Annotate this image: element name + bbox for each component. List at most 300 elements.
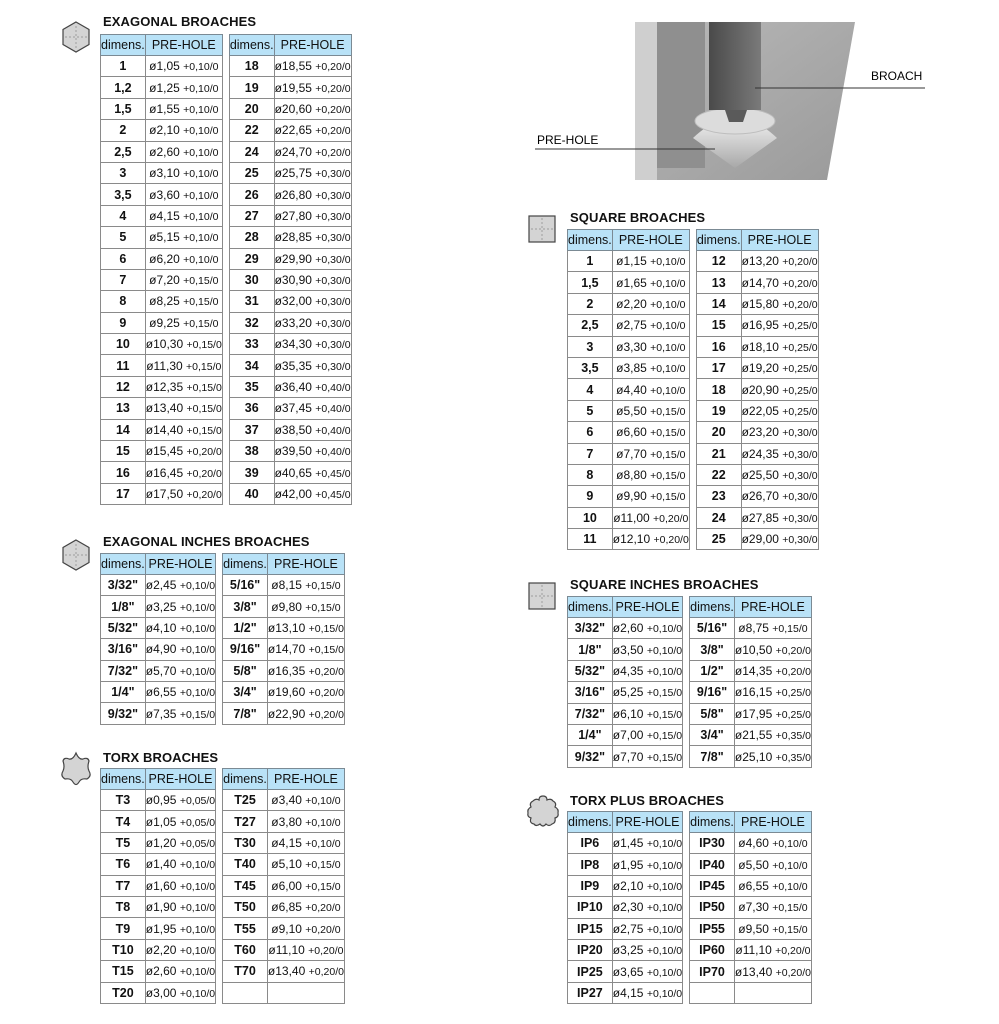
- dimension-cell: 1: [568, 251, 613, 272]
- prehole-tolerance: +0,10/0: [305, 816, 341, 829]
- table-row: [696, 293, 818, 314]
- prehole-diameter: ø7,35: [145, 706, 177, 721]
- prehole-diameter: ø4,40: [616, 382, 647, 397]
- table-row: [568, 703, 683, 724]
- table-row: [223, 811, 345, 832]
- prehole-diameter: ø42,00: [274, 487, 312, 501]
- prehole-tolerance: +0,10/0: [179, 580, 216, 593]
- prehole-tolerance: +0,10/0: [772, 859, 808, 872]
- prehole-tolerance: +0,10/0: [179, 687, 216, 700]
- table-row: [101, 875, 216, 896]
- prehole-diameter: ø25,10: [734, 749, 773, 764]
- prehole-diameter: ø13,10: [267, 620, 306, 635]
- dimension-cell: IP6: [568, 833, 613, 854]
- prehole-cell: [741, 422, 818, 443]
- column-header-prehole: PRE-HOLE: [145, 554, 215, 575]
- prehole-tolerance: +0,15/0: [650, 491, 686, 504]
- prehole-tolerance: +0,20/0: [308, 966, 344, 979]
- prehole-cell: [734, 703, 811, 724]
- prehole-cell: [145, 854, 215, 875]
- dimension-cell: 34: [229, 355, 274, 376]
- column-header-dimens: dimens.: [696, 230, 741, 251]
- prehole-cell: [145, 248, 222, 269]
- prehole-cell: [267, 918, 344, 939]
- prehole-diameter: ø11,00: [613, 510, 650, 525]
- prehole-tolerance: +0,20/0: [308, 708, 344, 721]
- prehole-tolerance: +0,10/0: [183, 168, 219, 181]
- prehole-diameter: ø2,60: [149, 144, 180, 159]
- prehole-cell: [145, 56, 222, 77]
- prehole-cell: [267, 790, 344, 811]
- prehole-cell: [145, 141, 222, 162]
- dimension-cell: 7: [568, 443, 613, 464]
- dimension-cell: 10: [101, 334, 146, 355]
- prehole-tolerance: +0,20/0: [315, 61, 351, 74]
- prehole-tolerance: +0,10/0: [772, 880, 808, 893]
- prehole-tolerance: +0,10/0: [183, 61, 219, 74]
- prehole-tolerance: +0,25/0: [775, 687, 811, 700]
- dimension-cell: 3/8": [223, 596, 268, 617]
- prehole-cell: [145, 441, 222, 462]
- table-row: [568, 875, 683, 896]
- dimension-cell: 3/16": [101, 639, 146, 660]
- prehole-diameter: ø5,70: [145, 663, 177, 678]
- prehole-tolerance: +0,10/0: [646, 880, 683, 893]
- table-row: [568, 682, 683, 703]
- table-row: [101, 98, 223, 119]
- dimension-cell: 18: [696, 379, 741, 400]
- prehole-cell: [274, 483, 351, 504]
- table-row: [568, 336, 690, 357]
- table-row: [101, 575, 216, 596]
- dimension-cell: IP20: [568, 939, 613, 960]
- prehole-cell: [267, 811, 344, 832]
- table-row: [101, 162, 223, 183]
- table-row: [568, 486, 690, 507]
- dimension-cell: 9: [568, 486, 613, 507]
- table-row: [690, 703, 812, 724]
- prehole-diameter: ø21,55: [734, 728, 773, 743]
- dimension-cell: 17: [101, 483, 146, 504]
- broach-table-left: [567, 811, 683, 1004]
- prehole-cell: [612, 336, 689, 357]
- column-header-prehole: PRE-HOLE: [612, 812, 682, 833]
- prehole-cell: [274, 77, 351, 98]
- table-row: [696, 315, 818, 336]
- prehole-diameter: ø5,50: [738, 857, 769, 872]
- prehole-tolerance: +0,10/0: [646, 623, 683, 636]
- prehole-tolerance: +0,15/0: [772, 902, 808, 915]
- prehole-cell: [612, 875, 682, 896]
- dimension-cell: 37: [229, 419, 274, 440]
- dimension-cell: 16: [696, 336, 741, 357]
- column-header-prehole: PRE-HOLE: [267, 769, 344, 790]
- dimension-cell: 2: [101, 120, 146, 141]
- table-row: [101, 483, 223, 504]
- dimension-cell: IP10: [568, 897, 613, 918]
- prehole-cell: [612, 464, 689, 485]
- dimension-cell: 5/8": [223, 660, 268, 681]
- table-row: [568, 618, 683, 639]
- table-row: [696, 507, 818, 528]
- table-row: [568, 854, 683, 875]
- prehole-tolerance: +0,10/0: [650, 256, 686, 269]
- dimension-cell: IP15: [568, 918, 613, 939]
- prehole-tolerance: +0,30/0: [782, 512, 818, 525]
- table-row: [568, 939, 683, 960]
- prehole-diameter: ø4,90: [145, 642, 177, 657]
- prehole-diameter: ø2,45: [145, 578, 177, 593]
- table-row: [568, 357, 690, 378]
- prehole-diameter: ø26,70: [741, 489, 779, 504]
- column-header-dimens: dimens.: [229, 35, 274, 56]
- prehole-diameter: ø3,80: [271, 814, 302, 829]
- table-row: [229, 120, 351, 141]
- table-row: [223, 854, 345, 875]
- prehole-tolerance: +0,10/0: [646, 987, 683, 1000]
- prehole-tolerance: +0,25/0: [782, 320, 818, 333]
- table-row: [690, 897, 812, 918]
- prehole-cell: [274, 227, 351, 248]
- table-row: [696, 379, 818, 400]
- prehole-cell: [145, 896, 215, 917]
- prehole-cell: [267, 575, 344, 596]
- prehole-diameter: ø2,10: [149, 123, 180, 138]
- dimension-cell: 3/4": [690, 724, 735, 745]
- prehole-diameter: ø5,25: [612, 685, 644, 700]
- table-row: [690, 682, 812, 703]
- prehole-diameter: ø1,05: [149, 59, 180, 74]
- prehole-diameter: ø6,00: [271, 878, 302, 893]
- prehole-diameter: ø5,10: [271, 857, 302, 872]
- table-row: [690, 833, 812, 854]
- prehole-cell: [612, 682, 682, 703]
- prehole-cell: [145, 596, 215, 617]
- prehole-diameter: ø13,20: [741, 254, 779, 269]
- prehole-cell: [612, 400, 689, 421]
- table-row: [696, 336, 818, 357]
- prehole-cell: [741, 379, 818, 400]
- prehole-cell: [145, 227, 222, 248]
- prehole-cell: [145, 77, 222, 98]
- table-row: [690, 939, 812, 960]
- prehole-cell: [145, 334, 222, 355]
- prehole-diameter: ø9,80: [271, 599, 302, 614]
- prehole-tolerance: +0,10/0: [646, 644, 683, 657]
- dimension-cell: 3/32": [101, 575, 146, 596]
- prehole-tolerance: +0,10/0: [183, 210, 219, 223]
- prehole-tolerance: +0,15/0: [646, 708, 683, 721]
- table-row: [101, 184, 223, 205]
- prehole-cell: [267, 961, 344, 982]
- table-row: [229, 184, 351, 205]
- table-row: [229, 355, 351, 376]
- prehole-tolerance: +0,05/0: [179, 816, 216, 829]
- table-row: [690, 746, 812, 767]
- dimension-cell: IP40: [690, 854, 735, 875]
- prehole-cell: [274, 462, 351, 483]
- table-row: [223, 982, 345, 1003]
- prehole-diameter: ø16,95: [741, 318, 779, 333]
- column-header-dimens: dimens.: [101, 35, 146, 56]
- prehole-diameter: ø10,50: [734, 642, 773, 657]
- prehole-cell: [741, 251, 818, 272]
- dimension-cell: 7/8": [690, 746, 735, 767]
- dimension-cell: 4: [568, 379, 613, 400]
- prehole-diameter: ø14,35: [734, 663, 773, 678]
- prehole-cell: [612, 486, 689, 507]
- prehole-diameter: ø9,90: [616, 489, 647, 504]
- section-title: EXAGONAL INCHES BROACHES: [103, 534, 310, 549]
- table-row: [223, 918, 345, 939]
- dimension-cell: 3: [101, 162, 146, 183]
- prehole-diameter: ø6,60: [616, 425, 647, 440]
- prehole-tolerance: +0,30/0: [782, 534, 818, 547]
- prehole-diameter: ø6,85: [271, 900, 302, 915]
- dimension-cell: 2,5: [101, 141, 146, 162]
- prehole-cell: [267, 681, 344, 702]
- table-row: [223, 660, 345, 681]
- table-row: [690, 724, 812, 745]
- prehole-cell: [612, 379, 689, 400]
- prehole-diameter: ø6,10: [612, 706, 644, 721]
- prehole-tolerance: +0,30/0: [782, 491, 818, 504]
- column-header-dimens: dimens.: [690, 597, 735, 618]
- prehole-tolerance: +0,20/0: [775, 644, 811, 657]
- dimension-cell: 12: [696, 251, 741, 272]
- prehole-cell: [267, 854, 344, 875]
- dimension-cell: IP27: [568, 982, 613, 1003]
- prehole-tolerance: +0,20/0: [782, 256, 818, 269]
- prehole-diameter: ø13,40: [145, 401, 184, 416]
- table-row: [223, 790, 345, 811]
- dimension-cell: T8: [101, 896, 146, 917]
- prehole-cell: [734, 660, 811, 681]
- prehole-cell: [145, 120, 222, 141]
- prehole-diameter: ø22,90: [267, 706, 306, 721]
- dimension-cell: 5/8": [690, 703, 735, 724]
- table-row: [568, 746, 683, 767]
- prehole-tolerance: +0,20/0: [186, 467, 222, 480]
- prehole-tolerance: +0,30/0: [315, 253, 351, 266]
- table-row: [101, 248, 223, 269]
- dimension-cell: 3,5: [568, 357, 613, 378]
- dimension-cell: 5: [568, 400, 613, 421]
- prehole-diameter: ø3,25: [612, 943, 644, 958]
- table-row: [223, 681, 345, 702]
- prehole-diameter: ø29,00: [741, 532, 779, 547]
- table-row: [101, 660, 216, 681]
- prehole-tolerance: +0,15/0: [186, 339, 222, 352]
- prehole-cell: [267, 832, 344, 853]
- prehole-diameter: ø6,20: [149, 251, 180, 266]
- table-row: [568, 464, 690, 485]
- column-header-prehole: PRE-HOLE: [145, 769, 215, 790]
- table-row: [223, 961, 345, 982]
- prehole-tolerance: +0,30/0: [782, 470, 818, 483]
- dimension-cell: 15: [696, 315, 741, 336]
- column-header-dimens: dimens.: [101, 769, 146, 790]
- prehole-cell: [612, 703, 682, 724]
- dimension-cell: 7/32": [101, 660, 146, 681]
- prehole-cell: [734, 875, 811, 896]
- dimension-cell: T70: [223, 961, 268, 982]
- dimension-cell: 1,5: [568, 272, 613, 293]
- prehole-diameter: ø4,10: [145, 620, 177, 635]
- prehole-tolerance: +0,40/0: [315, 403, 351, 416]
- prehole-diameter: ø12,10: [612, 532, 651, 547]
- prehole-cell: [274, 376, 351, 397]
- prehole-cell: [145, 660, 215, 681]
- hexagon-icon: [60, 538, 92, 577]
- prehole-diameter: ø3,40: [271, 793, 302, 808]
- prehole-tolerance: +0,25/0: [782, 384, 818, 397]
- prehole-tolerance: +0,10/0: [183, 189, 219, 202]
- table-row: [101, 227, 223, 248]
- prehole-tolerance: +0,10/0: [646, 859, 683, 872]
- prehole-diameter: ø16,45: [145, 465, 184, 480]
- table-row: [568, 724, 683, 745]
- prehole-diameter: ø38,50: [274, 422, 312, 437]
- dimension-cell: [223, 982, 268, 1003]
- prehole-cell: [145, 269, 222, 290]
- table-row: [229, 269, 351, 290]
- prehole-diameter: ø22,65: [274, 123, 312, 138]
- broach-table-left: [100, 34, 223, 505]
- dimension-cell: 24: [696, 507, 741, 528]
- prehole-cell: [145, 875, 215, 896]
- dimension-cell: 19: [229, 77, 274, 98]
- prehole-cell: [145, 98, 222, 119]
- dimension-cell: 3/16": [568, 682, 613, 703]
- broach-diagram: [535, 18, 935, 188]
- prehole-tolerance: +0,10/0: [646, 945, 683, 958]
- prehole-cell: [741, 272, 818, 293]
- dimension-cell: 7/32": [568, 703, 613, 724]
- prehole-diameter: ø5,50: [616, 403, 647, 418]
- prehole-diameter: ø7,70: [612, 749, 644, 764]
- prehole-tolerance: +0,15/0: [646, 751, 683, 764]
- prehole-cell: [274, 355, 351, 376]
- prehole-cell: [741, 293, 818, 314]
- table-row: [223, 939, 345, 960]
- prehole-tolerance: +0,15/0: [772, 923, 808, 936]
- dimension-cell: 3: [568, 336, 613, 357]
- dimension-cell: T20: [101, 982, 146, 1003]
- prehole-cell: [145, 832, 215, 853]
- prehole-tolerance: +0,30/0: [315, 275, 351, 288]
- column-header-dimens: dimens.: [690, 812, 735, 833]
- prehole-diameter: ø6,55: [738, 878, 769, 893]
- dimension-cell: 29: [229, 248, 274, 269]
- table-row: [568, 293, 690, 314]
- prehole-tolerance: +0,10/0: [179, 923, 216, 936]
- prehole-tolerance: +0,10/0: [183, 125, 219, 138]
- dimension-cell: T30: [223, 832, 268, 853]
- prehole-tolerance: +0,40/0: [315, 382, 351, 395]
- prehole-cell: [612, 854, 682, 875]
- column-header-prehole: PRE-HOLE: [145, 35, 222, 56]
- column-header-prehole: PRE-HOLE: [741, 230, 818, 251]
- dimension-cell: T10: [101, 939, 146, 960]
- prehole-cell: [274, 162, 351, 183]
- dimension-cell: 22: [229, 120, 274, 141]
- prehole-tolerance: +0,20/0: [653, 534, 689, 547]
- prehole-diameter: ø4,35: [612, 663, 644, 678]
- hexagon-icon: [60, 20, 92, 59]
- table-row: [101, 462, 223, 483]
- prehole-cell: [145, 617, 215, 638]
- prehole-cell: [145, 184, 222, 205]
- prehole-diameter: ø28,85: [274, 230, 312, 245]
- dimension-cell: IP50: [690, 897, 735, 918]
- prehole-cell: [612, 251, 689, 272]
- dimension-cell: 1: [101, 56, 146, 77]
- prehole-tolerance: +0,20/0: [315, 103, 351, 116]
- prehole-tolerance: +0,10/0: [650, 277, 686, 290]
- prehole-tolerance: +0,15/0: [183, 317, 219, 330]
- table-row: [696, 400, 818, 421]
- table-row: [101, 312, 223, 333]
- prehole-diameter: ø4,15: [612, 985, 644, 1000]
- prehole-tolerance: +0,20/0: [775, 966, 811, 979]
- broach-table-right: [689, 811, 812, 1004]
- broach-table-left: [100, 768, 216, 1004]
- prehole-tolerance: +0,20/0: [308, 687, 344, 700]
- prehole-cell: [267, 617, 344, 638]
- column-header-dimens: dimens.: [101, 554, 146, 575]
- prehole-tolerance: +0,15/0: [772, 623, 808, 636]
- column-header-dimens: dimens.: [568, 597, 613, 618]
- dimension-cell: T50: [223, 896, 268, 917]
- dimension-cell: 30: [229, 269, 274, 290]
- prehole-diameter: ø8,80: [616, 468, 647, 483]
- table-row: [696, 272, 818, 293]
- table-row: [229, 312, 351, 333]
- prehole-cell: [612, 618, 682, 639]
- prehole-cell: [734, 982, 811, 1003]
- prehole-tolerance: +0,10/0: [650, 320, 686, 333]
- table-row: [101, 269, 223, 290]
- table-row: [101, 918, 216, 939]
- prehole-cell: [734, 939, 811, 960]
- dimension-cell: 8: [568, 464, 613, 485]
- prehole-diameter: ø14,70: [741, 275, 779, 290]
- prehole-tolerance: +0,10/0: [646, 838, 683, 851]
- table-row: [101, 120, 223, 141]
- dimension-cell: IP45: [690, 875, 735, 896]
- prehole-cell: [145, 961, 215, 982]
- dimension-cell: 1,2: [101, 77, 146, 98]
- prehole-tolerance: +0,10/0: [650, 384, 686, 397]
- prehole-cell: [145, 982, 215, 1003]
- prehole-tolerance: +0,15/0: [183, 275, 219, 288]
- prehole-diameter: ø4,60: [738, 836, 769, 851]
- prehole-diameter: ø1,55: [149, 101, 180, 116]
- dimension-cell: T55: [223, 918, 268, 939]
- prehole-diameter: ø8,75: [738, 621, 769, 636]
- dimension-cell: 20: [696, 422, 741, 443]
- dimension-cell: 1/4": [101, 681, 146, 702]
- table-row: [568, 918, 683, 939]
- broach-table-right: [689, 596, 812, 768]
- prehole-cell: [274, 248, 351, 269]
- prehole-diameter: ø17,50: [145, 487, 184, 501]
- prehole-tolerance: +0,15/0: [646, 687, 683, 700]
- broach-table-right: [222, 768, 345, 1004]
- prehole-cell: [145, 639, 215, 660]
- prehole-tolerance: +0,15/0: [650, 470, 686, 483]
